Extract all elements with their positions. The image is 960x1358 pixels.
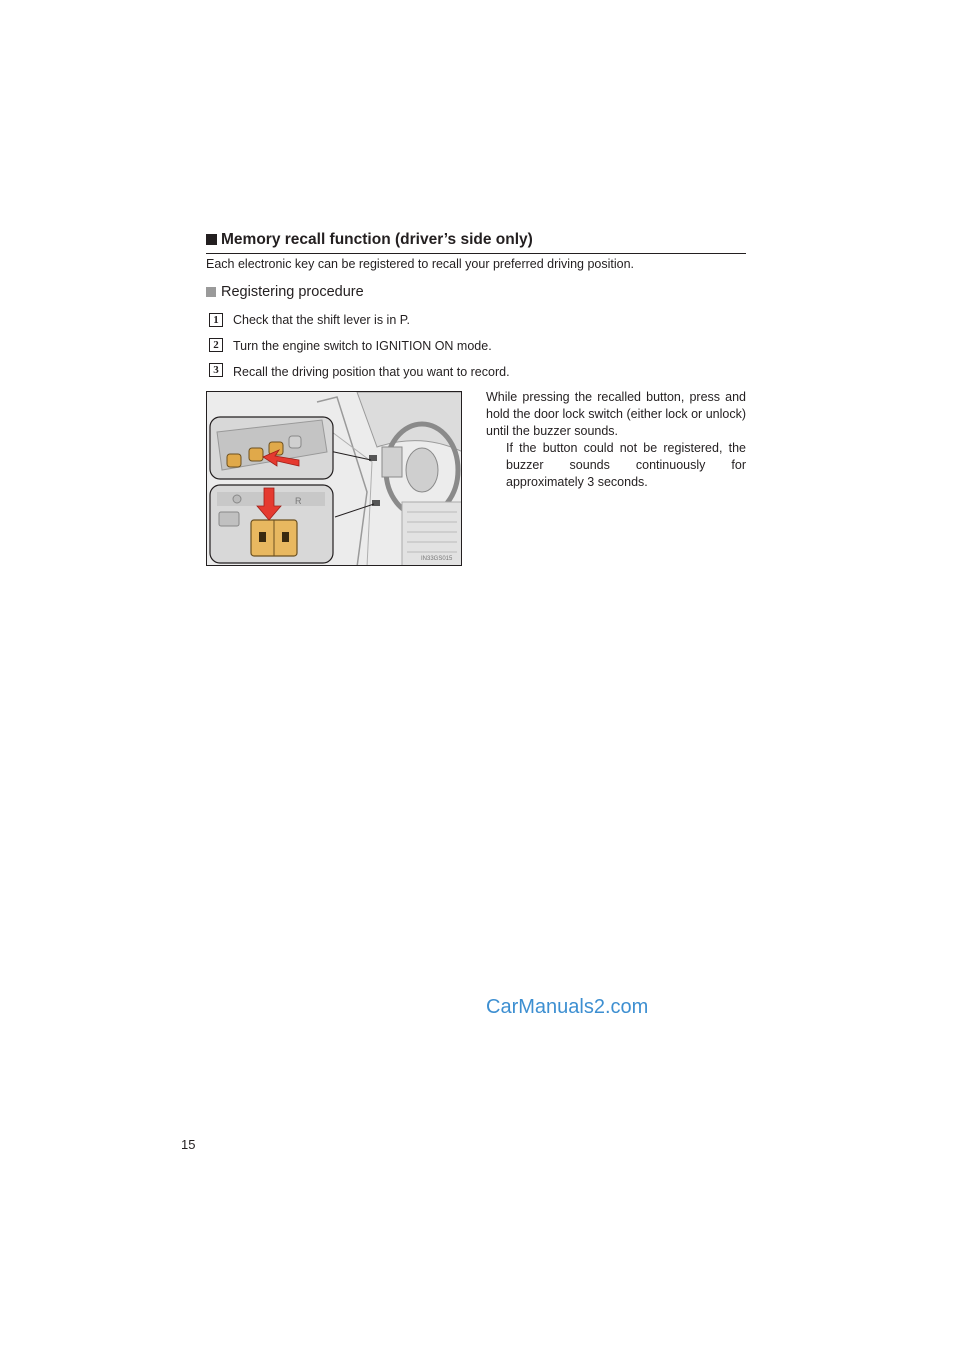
subheading-square-icon bbox=[206, 287, 216, 297]
figure-code: IN33GS015 bbox=[421, 556, 453, 562]
section-title-text: Memory recall function (driver’s side only) bbox=[221, 231, 533, 248]
step-number-2: 2 bbox=[209, 338, 223, 352]
door-panel-illustration bbox=[207, 392, 462, 566]
section-title bbox=[206, 229, 746, 254]
page-number: 15 bbox=[181, 1137, 196, 1152]
intro-text: Each electronic key can be registered to recall your preferred driving position. bbox=[206, 257, 634, 271]
step-text-1: Check that the shift lever is in P. bbox=[233, 313, 410, 327]
subsection-title bbox=[206, 283, 364, 301]
heading-square-icon bbox=[206, 234, 217, 245]
subsection-title-text: Registering procedure bbox=[221, 284, 364, 300]
step-text-4: While pressing the recalled button, press and hold the door lock switch (either lock or unlock) until the buzzer sounds. bbox=[486, 390, 746, 438]
step-note: If the button could not be registered, the buzzer sounds continuously for approximately 3 seconds. bbox=[506, 441, 746, 489]
step-number-1: 1 bbox=[209, 313, 223, 327]
svg-text:R: R bbox=[295, 496, 302, 506]
step-text-3: Recall the driving position that you want to record. bbox=[233, 365, 510, 379]
watermark-text: CarManuals2.com bbox=[486, 996, 649, 1018]
step-text-2: Turn the engine switch to IGNITION ON mode. bbox=[233, 339, 492, 353]
step-number-3: 3 bbox=[209, 363, 223, 377]
illustration-memory-switch bbox=[206, 391, 462, 566]
